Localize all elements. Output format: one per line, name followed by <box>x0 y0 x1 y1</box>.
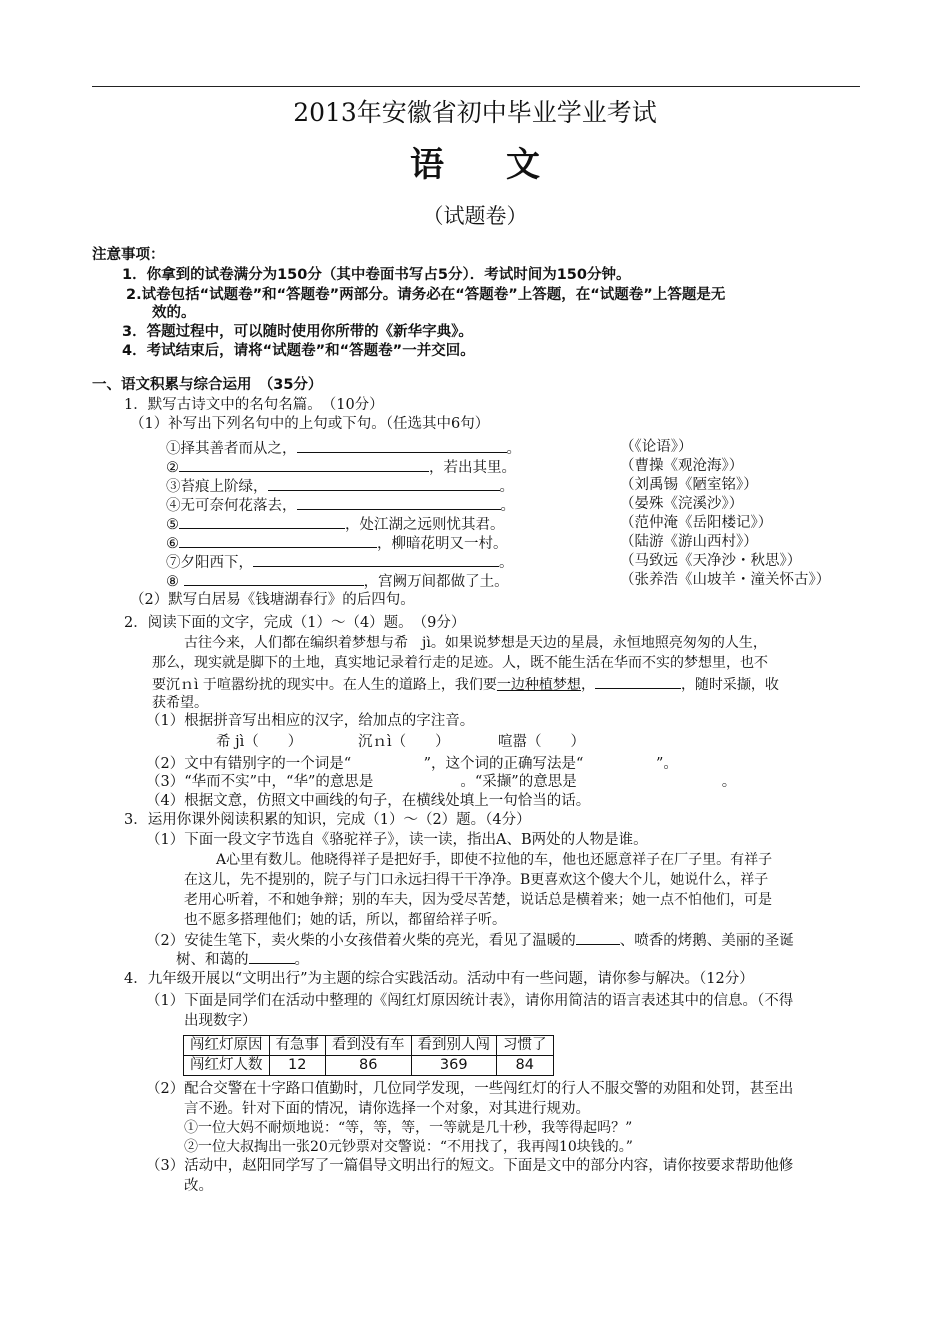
q3-sub2: （2）安徒生笔下，卖火柴的小女孩借着火柴的亮光，看见了温暖的 、喷香的烤鹅、美丽的圣诞 <box>146 930 794 951</box>
table-header: 看到没有车 <box>326 1036 412 1056</box>
pinyin-2: 沉ｎì（ ） <box>358 734 450 750</box>
q4-sub1-cont: 出现数字） <box>184 1013 257 1029</box>
q1-sub2: （2）默写白居易《钱塘湖春行》的后四句。 <box>130 592 415 608</box>
q3-passage-1: A心里有数儿。他晓得祥子是把好手，即使不拉他的车，他也还愿意祥子在厂子里。有祥子 <box>216 852 773 868</box>
poem-source-1: （《论语》） <box>620 439 693 455</box>
exam-title: 2013年安徽省初中毕业学业考试 <box>293 98 657 127</box>
poem-line-4: ④无可奈何花落去， 。 <box>166 495 515 516</box>
q2-passage-4: 获希望。 <box>152 695 208 711</box>
poem-line-6: ⑥ ，柳暗花明又一村。 <box>166 533 508 554</box>
table-row <box>184 1036 554 1056</box>
q4-stem: 4．九年级开展以“文明出行”为主题的综合实践活动。活动中有一些问题，请你参与解决。（12分） <box>124 971 754 987</box>
notice-item-4: 4．考试结束后，请将“试题卷”和“答题卷”一并交回。 <box>122 343 475 359</box>
poem-line-5: ⑤ ，处江湖之远则忧其君。 <box>166 514 505 535</box>
pinyin-3: 喧嚣（ ） <box>498 734 585 750</box>
q3-passage-3: 老用心听着，不和她争辩；别的车夫，因为受尽苦楚，说话总是横着来；她一点不怕他们，可是 <box>184 892 772 908</box>
q2-passage-1: 古往今来，人们都在编织着梦想与希 jì。如果说梦想是天边的星晨，永恒地照亮匆匆的人生， <box>184 635 767 651</box>
q4-case-1: ①一位大妈不耐烦地说：“等，等，等，一等就是几十秒，我等得起吗？” <box>184 1120 633 1136</box>
q2-sub2: （2）文中有错别字的一个词是“ ”，这个词的正确写法是“ ”。 <box>146 756 678 772</box>
q3-stem: 3．运用你课外阅读积累的知识，完成（1）～（2）题。（4分） <box>124 812 531 828</box>
q3-sub1: （1）下面一段文字节选自《骆驼祥子》，读一读，指出A、B两处的人物是谁。 <box>146 832 648 848</box>
q4-sub1: （1）下面是同学们在活动中整理的《闯红灯原因统计表》，请你用简洁的语言表述其中的信息。（不得 <box>146 993 794 1009</box>
q4-sub2: （2）配合交警在十字路口值勤时，几位同学发现，一些闯红灯的行人不服交警的劝阻和处罚，甚至出 <box>146 1081 794 1097</box>
q2-passage-2: 那么，现实就是脚下的土地，真实地记录着行走的足迹。人，既不能生活在华而不实的梦想里，也不 <box>152 655 768 671</box>
paper-label: （试题卷） <box>422 204 528 228</box>
header-rule <box>92 86 860 87</box>
underlined-sentence: 一边种植梦想 <box>496 677 581 693</box>
q4-sub2-cont: 言不逊。针对下面的情况，请你选择一个对象，对其进行规劝。 <box>184 1101 590 1117</box>
poem-source-4: （晏殊《浣溪沙》） <box>620 496 744 512</box>
notice-item-3: 3．答题过程中，可以随时使用你所带的《新华字典》。 <box>122 324 473 340</box>
poem-line-8: ⑧ ，宫阙万间都做了土。 <box>166 571 509 592</box>
q3-passage-2: 在这儿，先不提别的，院子与门口永远扫得干干净净。B更喜欢这个傻大个儿，她说什么，祥子 <box>184 872 769 888</box>
subject-title: 语文 <box>410 145 602 185</box>
table-header: 习惯了 <box>497 1036 554 1056</box>
q4-sub3-cont: 改。 <box>184 1178 213 1194</box>
table-cell: 369 <box>411 1056 497 1076</box>
poem-source-8: （张养浩《山坡羊・潼关怀古》） <box>620 572 831 588</box>
q4-sub3: （3）活动中，赵阳同学写了一篇倡导文明出行的短文。下面是文中的部分内容，请你按要求帮助他修 <box>146 1158 794 1174</box>
q4-case-2: ②一位大叔掏出一张20元钞票对交警说：“不用找了，我再闯10块钱的。” <box>184 1139 633 1155</box>
poem-source-5: （范仲淹《岳阳楼记》） <box>620 515 773 531</box>
poem-source-6: （陆游《游山西村》） <box>620 534 758 550</box>
table-header: 有急事 <box>269 1036 326 1056</box>
poem-line-2: ② ，若出其里。 <box>166 457 516 478</box>
q2-stem: 2．阅读下面的文字，完成（1）～（4）题。 （9分） <box>124 615 466 631</box>
poem-line-3: ③苔痕上阶绿， 。 <box>166 476 514 497</box>
poem-line-1: ①择其善者而从之， 。 <box>166 438 521 459</box>
poem-source-2: （曹操《观沧海》） <box>620 458 744 474</box>
notice-heading: 注意事项： <box>92 247 165 263</box>
red-light-stat-table <box>183 1035 554 1076</box>
notice-item-2: 2.试卷包括“试题卷”和“答题卷”两部分。请务必在“答题卷”上答题，在“试题卷”上答题是无 <box>126 287 726 303</box>
table-cell: 86 <box>326 1056 412 1076</box>
q1-sub1: （1）补写出下列名句中的上句或下句。（任选其中6句） <box>130 416 490 432</box>
section-heading: 一、语文积累与综合运用 （35分） <box>92 377 323 393</box>
q2-sub4: （4）根据文意，仿照文中画线的句子，在横线处填上一句恰当的话。 <box>146 793 591 809</box>
q2-passage-3: 要沉ｎì 于喧嚣纷扰的现实中。在人生的道路上，我们要一边种植梦想， ，随时采撷，收 <box>152 674 779 695</box>
pinyin-1: 希 jì（ ） <box>216 734 303 750</box>
poem-source-7: （马致远《天净沙・秋思》） <box>620 553 802 569</box>
notice-item-1: 1．你拿到的试卷满分为150分（其中卷面书写占5分）．考试时间为150分钟。 <box>122 267 631 283</box>
q1-stem: 1．默写古诗文中的名句名篇。 （10分） <box>124 397 384 413</box>
table-header: 看到别人闯 <box>411 1036 497 1056</box>
table-cell: 12 <box>269 1056 326 1076</box>
table-cell: 闯红灯人数 <box>184 1056 270 1076</box>
poem-source-3: （刘禹锡《陋室铭》） <box>620 477 758 493</box>
table-header: 闯红灯原因 <box>184 1036 270 1056</box>
table-cell: 84 <box>497 1056 554 1076</box>
q2-sub3: （3）“华而不实”中，“华”的意思是 。“采撷”的意思是 。 <box>146 774 737 790</box>
q2-sub1: （1）根据拼音写出相应的汉字，给加点的字注音。 <box>146 713 475 729</box>
table-row <box>184 1056 554 1076</box>
notice-item-2-cont: 效的。 <box>152 305 196 321</box>
q3-passage-4: 也不愿多搭理他们；她的话，所以，都留给祥子听。 <box>184 912 506 928</box>
q3-sub2-cont: 树、和蔼的 。 <box>176 949 309 970</box>
poem-line-7: ⑦夕阳西下， 。 <box>166 552 514 573</box>
